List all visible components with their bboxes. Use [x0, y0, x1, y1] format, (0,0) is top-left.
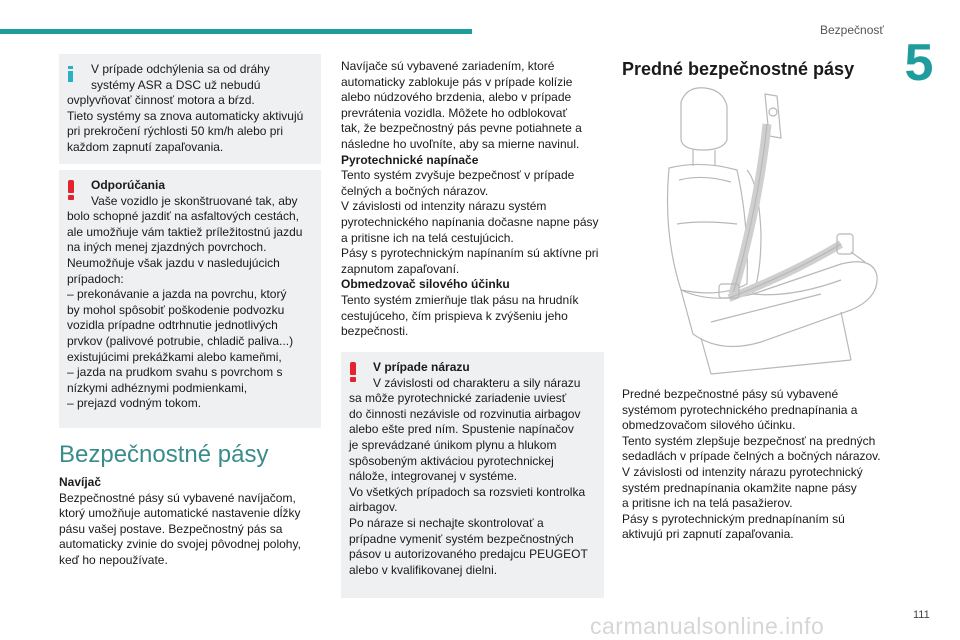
body-line: Tento systém zlepšuje bezpečnosť na predných — [622, 433, 876, 448]
front-seatbelts-text — [622, 387, 907, 543]
info-box — [59, 54, 321, 164]
warning-line: – jazda na prudkom svahu s povrchom s — [67, 365, 283, 380]
body-line: Tento systém zmierňuje tlak pásu na hrudník — [341, 292, 579, 307]
warning-line: alebo v kvalifikovanej dielni. — [349, 562, 498, 577]
limiter-text — [341, 293, 606, 340]
body-line: bezpečnosti. — [341, 324, 409, 339]
info-icon — [68, 66, 73, 82]
warning-line: je sprevádzané únikom plynu a hlukom — [349, 437, 557, 452]
body-line: a pritisne ich na telá cestujúcich. — [341, 230, 514, 245]
body-line: V závislosti od intenzity nárazu pyrotechnický — [622, 464, 863, 479]
page-number: 111 — [913, 609, 930, 621]
warning-line: spôsobeným aktiváciou pyrotechnickej — [349, 453, 554, 468]
warning-line: Vaše vozidlo je skonštruované tak, aby — [91, 193, 298, 208]
warning-line: by mohol spôsobiť poškodenie podvozku — [67, 302, 285, 317]
pyro-title: Pyrotechnické napínače — [341, 152, 479, 167]
warning-line: prípadoch: — [67, 271, 124, 286]
warning-line: nálože, integrovanej v systéme. — [349, 469, 518, 484]
warning-line: prvkov (palivové potrubie, chladič paliva...) — [67, 333, 294, 348]
warning-line: airbagov. — [349, 500, 398, 515]
col1-body — [59, 475, 321, 569]
body-line: systémom pyrotechnického prednapínania a — [622, 402, 858, 417]
warning-box-impact — [341, 352, 604, 598]
body-line: ktorý umožňuje automatické nastavenie dĺžky — [59, 506, 301, 521]
warning-line: alebo ešte pred ním. Spustenie napínačov — [349, 422, 574, 437]
warning-line: bolo schopné jazdiť na asfaltových cestách, — [67, 209, 299, 224]
body-line: Pásy s pyrotechnickým napínaním sú aktívne pri — [341, 246, 599, 261]
heading-front-seatbelts: Predné bezpečnostné pásy — [622, 59, 855, 79]
body-line: tak, že bezpečnostný pás pevne potiahnete a — [341, 121, 582, 136]
warning-text — [67, 194, 311, 412]
body-line: keď ho nepoužívate. — [59, 552, 168, 567]
chapter-number: 5 — [904, 34, 934, 92]
body-line: V závislosti od intenzity nárazu systém — [341, 199, 547, 214]
col3-body — [622, 387, 907, 543]
info-line: každom zapnutí zapaľovania. — [67, 139, 224, 154]
body-line: pásu vašej postave. Bezpečnostný pás sa — [59, 521, 283, 536]
warning-line: na iných menej zjazdných povrchoch. — [67, 240, 267, 255]
info-line: systémy ASR a DSC už nebudú — [91, 77, 261, 92]
warning-line: Po náraze si nechajte skontrolovať a — [349, 515, 544, 530]
body-line: Predné bezpečnostné pásy sú vybavené — [622, 387, 839, 401]
body-line: alebo núdzového brzdenia, alebo v prípade — [341, 90, 572, 105]
warning-line: do činnosti nezávisle od rozvinutia airbagov — [349, 406, 581, 421]
warning-line: ale umožňuje vám taktiež príležitostnú jazdu — [67, 224, 303, 239]
body-line: pyrotechnického napínania dočasne napne pásy — [341, 214, 599, 229]
warning-line: nízkymi adhéznymi podmienkami, — [67, 380, 248, 395]
body-line: systém prednapínania okamžite napne pásy — [622, 480, 857, 495]
warning-line: – prekonávanie a jazda na povrchu, ktorý — [67, 287, 287, 302]
section-title: Bezpečnosť — [820, 23, 884, 37]
body-line: automaticky zvinie do svojej pôvodnej polohy, — [59, 537, 301, 552]
info-line: ovplyvňovať činnosť motora a bŕzd. — [67, 93, 255, 108]
body-line: Pásy s pyrotechnickým prednapínaním sú — [622, 511, 845, 526]
body-line: Navíjače sú vybavené zariadením, ktoré — [341, 59, 555, 73]
warning-line: V závislosti od charakteru a sily nárazu — [373, 375, 581, 390]
seat-seatbelt-illustration — [641, 84, 891, 384]
warning-line: pásov u autorizovaného predajcu PEUGEOT — [349, 547, 588, 562]
warning-line: – prejazd vodným tokom. — [67, 396, 202, 411]
pyro-text — [341, 168, 606, 277]
impact-warning-text — [349, 376, 594, 579]
col2-body — [341, 59, 606, 340]
subheading-retractor: Navíjač — [59, 475, 102, 489]
body-line: následne ho uvoľníte, aby sa mierne navinul. — [341, 136, 580, 151]
warning-line: vozidla prípadne odtrhnutie jednotlivých — [67, 318, 278, 333]
body-line: Bezpečnostné pásy sú vybavené navíjačom, — [59, 490, 296, 505]
warning-line: prípadne vymeniť systém bezpečnostných — [349, 531, 574, 546]
info-line: pri prekročení rýchlosti 50 km/h alebo pri — [67, 124, 284, 139]
info-line: Tieto systémy sa znova automaticky aktivujú — [67, 108, 304, 123]
body-line: automaticky zablokuje pás v prípade kolízie — [341, 74, 573, 89]
body-line: čelných a bočných nárazov. — [341, 183, 489, 198]
limiter-title: Obmedzovač silového účinku — [341, 277, 510, 292]
retractor-text — [59, 491, 321, 569]
info-box-text — [67, 62, 311, 156]
warning-icon — [68, 180, 74, 200]
warning-title: Odporúčania — [91, 178, 166, 192]
body-line: prevrátenia vozidla. Môžete ho odblokovať — [341, 105, 567, 120]
warning-line: Vo všetkých prípadoch sa rozsvieti kontrolka — [349, 484, 586, 499]
warning-line: sa môže pyrotechnické zariadenie uviesť — [349, 391, 567, 406]
warning-box-recommendations — [59, 170, 321, 428]
heading-seatbelts: Bezpečnostné pásy — [59, 441, 269, 468]
warning-line: Neumožňuje však jazdu v nasledujúcich — [67, 255, 280, 270]
body-line: zapnutom zapaľovaní. — [341, 261, 460, 276]
warning-line: existujúcimi prekážkami alebo kameňmi, — [67, 349, 282, 364]
body-line: obmedzovačom silového účinku. — [622, 418, 796, 433]
body-line: Tento systém zvyšuje bezpečnosť v prípade — [341, 168, 575, 183]
watermark: carmanualsonline.info — [590, 613, 825, 639]
body-line: a pritisne ich na telá pasažierov. — [622, 496, 793, 511]
impact-warning-title: V prípade nárazu — [373, 360, 470, 374]
info-line: V prípade odchýlenia sa od dráhy — [91, 62, 270, 76]
body-line: aktivujú pri zapnutí zapaľovania. — [622, 527, 794, 542]
body-line: cestujúceho, čím prispieva k zvýšeniu jeho — [341, 308, 568, 323]
warning-icon — [350, 362, 356, 382]
retractor-lock-text — [341, 59, 606, 153]
body-line: sedadlách v prípade čelných a bočných nárazov. — [622, 449, 881, 464]
top-accent-bar — [0, 29, 472, 34]
